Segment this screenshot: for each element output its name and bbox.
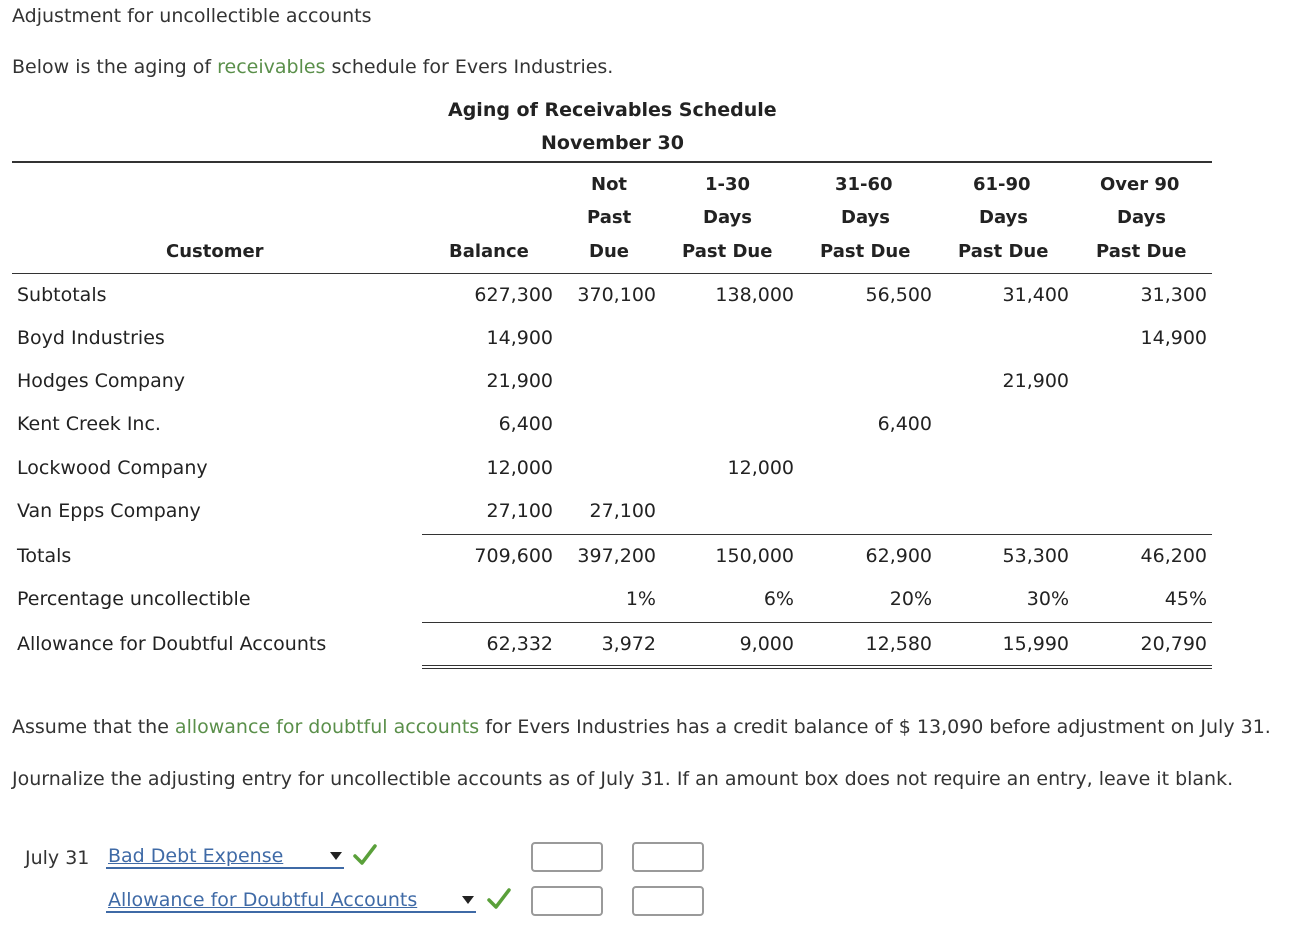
row-value-d31: 6,400 [877, 413, 932, 435]
col-header-line: Past [587, 207, 632, 228]
col-header-line: Days [1117, 207, 1166, 228]
col-header-line: Days [841, 207, 890, 228]
row-label: Kent Creek Inc. [17, 413, 161, 435]
schedule-title: Aging of Receivables Schedule [448, 99, 777, 121]
credit-account-value: Allowance for Doubtful Accounts [108, 889, 418, 911]
row-value-d61: 31,400 [1002, 284, 1069, 306]
line1-credit-input[interactable] [632, 842, 704, 872]
header-bottom-rule [12, 273, 1212, 274]
row-value-d61: 30% [1026, 588, 1069, 610]
assume-text [12, 716, 1271, 738]
col-header-line: Past Due [820, 241, 911, 262]
col-header-line: Past Due [682, 241, 773, 262]
line1-debit-input[interactable] [531, 842, 603, 872]
row-label: Hodges Company [17, 370, 186, 392]
col-header-line: Past Due [1096, 241, 1187, 262]
row-value-balance: 14,900 [486, 327, 553, 349]
allowance-link[interactable]: allowance for doubtful accounts [174, 716, 480, 738]
row-label: Allowance for Doubtful Accounts [17, 633, 327, 655]
row-value-d1: 9,000 [739, 633, 794, 655]
debit-account-value: Bad Debt Expense [108, 845, 284, 867]
col-header-line: 1-30 [705, 174, 751, 195]
totals-rule [422, 534, 1212, 535]
row-value-balance: 6,400 [498, 413, 553, 435]
row-value-o90: 20,790 [1140, 633, 1207, 655]
row-value-d31: 20% [889, 588, 932, 610]
col-header-line: Days [979, 207, 1028, 228]
row-value-d31: 62,900 [865, 545, 932, 567]
row-label: Van Epps Company [17, 500, 201, 522]
row-value-d61: 15,990 [1002, 633, 1069, 655]
row-value-d31: 56,500 [865, 284, 932, 306]
row-value-balance: 627,300 [474, 284, 553, 306]
col-header-line: 61-90 [973, 174, 1031, 195]
row-label: Percentage uncollectible [17, 588, 251, 610]
allowance-rule [422, 622, 1212, 623]
line2-credit-input[interactable] [632, 886, 704, 916]
row-value-d1: 12,000 [727, 457, 794, 479]
check-icon [486, 886, 512, 912]
col-balance: Balance [449, 241, 529, 262]
col-header-line: Days [703, 207, 752, 228]
schedule-date: November 30 [541, 132, 684, 154]
row-label: Boyd Industries [17, 327, 165, 349]
page-title: Adjustment for uncollectible accounts [12, 5, 372, 27]
row-value-balance: 709,600 [474, 545, 553, 567]
row-value-d1: 150,000 [715, 545, 794, 567]
assume-before: Assume that the [12, 716, 175, 738]
row-label: Totals [17, 545, 72, 567]
row-value-notdue: 397,200 [577, 545, 656, 567]
row-value-o90: 14,900 [1140, 327, 1207, 349]
dropdown-arrow-icon [330, 852, 342, 860]
col-header-line: Not [591, 174, 628, 195]
row-label: Lockwood Company [17, 457, 208, 479]
row-value-notdue: 3,972 [601, 633, 656, 655]
row-value-notdue: 370,100 [577, 284, 656, 306]
row-value-o90: 46,200 [1140, 545, 1207, 567]
row-value-o90: 31,300 [1140, 284, 1207, 306]
debit-account-dropdown[interactable] [106, 845, 344, 869]
row-value-d1: 138,000 [715, 284, 794, 306]
row-value-d61: 21,900 [1002, 370, 1069, 392]
row-value-d61: 53,300 [1002, 545, 1069, 567]
row-label: Subtotals [17, 284, 107, 306]
double-rule-top [422, 665, 1212, 666]
intro-after: schedule for Evers Industries. [325, 56, 614, 78]
receivables-link[interactable]: receivables [217, 56, 326, 78]
instruction-text: Journalize the adjusting entry for uncollectible accounts as of July 31. If an amount box does not require an entry, leave it blank. [12, 768, 1234, 790]
row-value-d1: 6% [763, 588, 794, 610]
row-value-d31: 12,580 [865, 633, 932, 655]
row-value-o90: 45% [1164, 588, 1207, 610]
row-value-notdue: 1% [625, 588, 656, 610]
intro-text [12, 56, 613, 78]
row-value-balance: 27,100 [486, 500, 553, 522]
row-value-notdue: 27,100 [589, 500, 656, 522]
col-header-line: 31-60 [835, 174, 893, 195]
intro-before: Below is the aging of [12, 56, 218, 78]
credit-account-dropdown[interactable] [106, 889, 476, 913]
assume-after: for Evers Industries has a credit balance of $ 13,090 before adjustment on July 31. [479, 716, 1271, 738]
check-icon [352, 842, 378, 868]
row-value-balance: 12,000 [486, 457, 553, 479]
journal-date: July 31 [25, 847, 90, 869]
row-value-balance: 62,332 [486, 633, 553, 655]
line2-debit-input[interactable] [531, 886, 603, 916]
col-header-line: Past Due [958, 241, 1049, 262]
row-value-balance: 21,900 [486, 370, 553, 392]
table-top-rule [12, 161, 1212, 163]
dropdown-arrow-icon [462, 896, 474, 904]
col-customer: Customer [166, 241, 264, 262]
col-header-line: Due [589, 241, 629, 262]
col-header-line: Over 90 [1100, 174, 1180, 195]
double-rule-bottom [422, 668, 1212, 669]
